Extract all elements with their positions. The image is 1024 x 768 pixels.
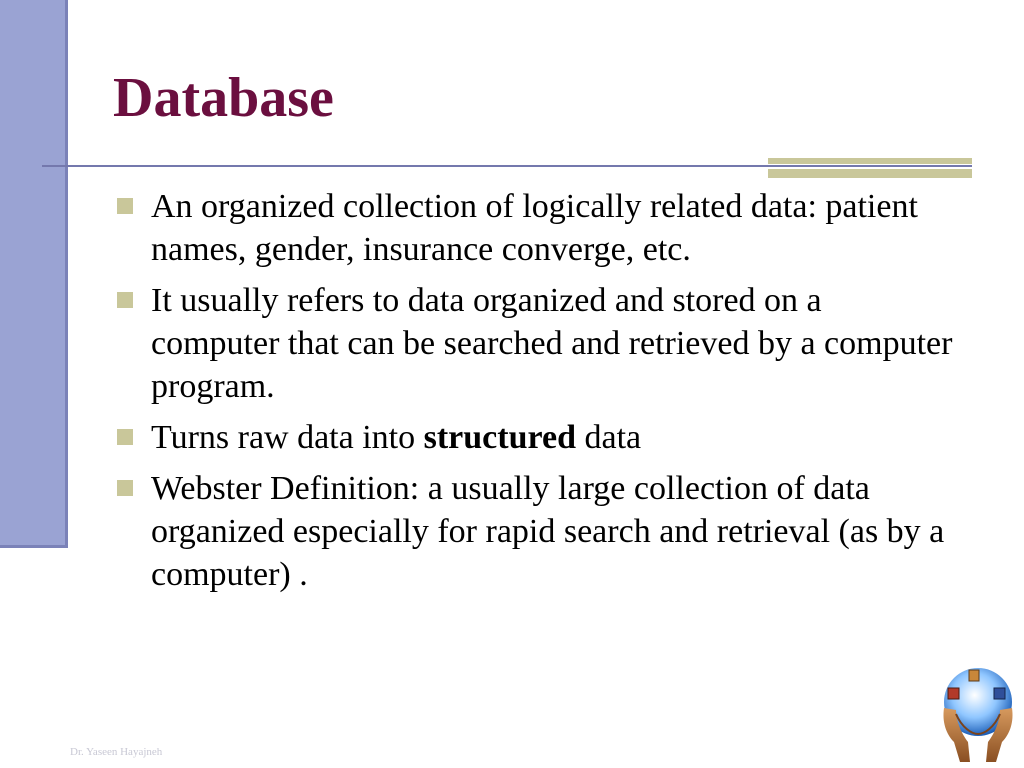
square-bullet-icon (117, 429, 133, 445)
square-bullet-icon (117, 292, 133, 308)
bullet-item (116, 279, 956, 408)
bullet-text-after: data (575, 419, 642, 456)
square-bullet-icon (117, 198, 133, 214)
slide-title: Database (113, 67, 334, 129)
bullet-text-before: Turns raw data into (151, 419, 424, 456)
square-bullet-icon (117, 480, 133, 496)
bullet-text: It usually refers to data organized and stored on a computer that can be searched and retrieved by a computer program. (151, 282, 953, 405)
footer-author: Dr. Yaseen Hayajneh (70, 746, 163, 758)
bullet-text: Webster Definition: a usually large collection of data organized especially for rapid search and retrieval (as by a computer) . (151, 470, 945, 593)
left-accent-bar (0, 0, 68, 548)
bullet-item (116, 185, 956, 271)
bullet-item (116, 467, 956, 596)
bullet-list (116, 185, 956, 604)
bullet-text-bold: structured (423, 419, 576, 456)
globe-in-hands-icon (936, 662, 1020, 764)
accent-stripe (768, 169, 972, 178)
title-accent-stripes (768, 158, 972, 178)
bullet-text: An organized collection of logically related data: patient names, gender, insurance converge, etc. (151, 188, 918, 268)
accent-stripe (768, 158, 972, 164)
bullet-item (116, 416, 956, 459)
